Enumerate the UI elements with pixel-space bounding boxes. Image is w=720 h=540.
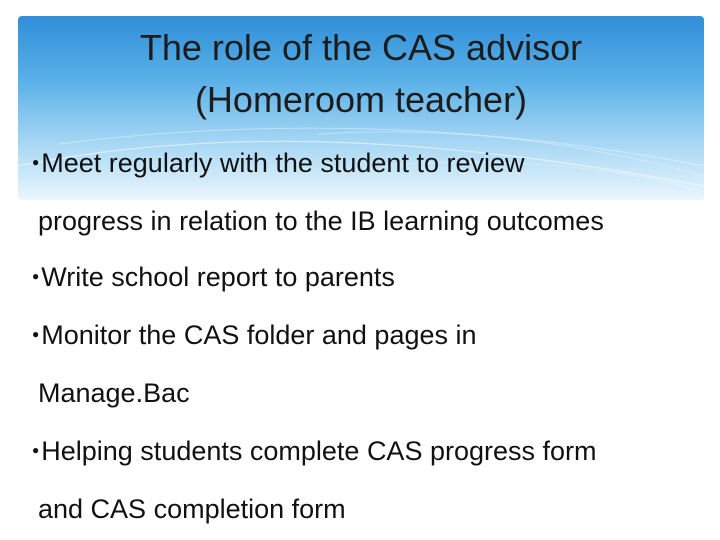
bullet-4-text: Helping students complete CAS progress form: [41, 436, 597, 466]
bullet-4-text-continued: and CAS completion form: [38, 494, 346, 524]
bullet-dot-icon: ●: [32, 154, 40, 169]
title-line-2: (Homeroom teacher): [194, 79, 528, 120]
bullet-3-text-continued: Manage.Bac: [38, 378, 190, 408]
bullet-1-text: Meet regularly with the student to review: [41, 148, 525, 178]
bullet-item-4-continuation: [38, 492, 346, 526]
bullet-2-text: Write school report to parents: [41, 262, 395, 292]
bullet-dot-icon: ●: [32, 442, 40, 457]
bullet-item-2: [32, 260, 395, 296]
bullet-item-3: [32, 318, 477, 354]
title-line-1: The role of the CAS advisor: [139, 27, 583, 68]
bullet-item-3-continuation: [38, 376, 190, 410]
page-title: [18, 22, 704, 126]
bullet-item-4: [32, 434, 597, 470]
bullet-1-text-continued: progress in relation to the IB learning outcomes: [38, 206, 604, 236]
bullet-3-text: Monitor the CAS folder and pages in: [41, 320, 477, 350]
bullet-item-1-continuation: [38, 204, 604, 238]
bullet-dot-icon: ●: [32, 326, 40, 341]
bullet-dot-icon: ●: [32, 268, 40, 283]
bullet-item-1: [32, 146, 524, 182]
